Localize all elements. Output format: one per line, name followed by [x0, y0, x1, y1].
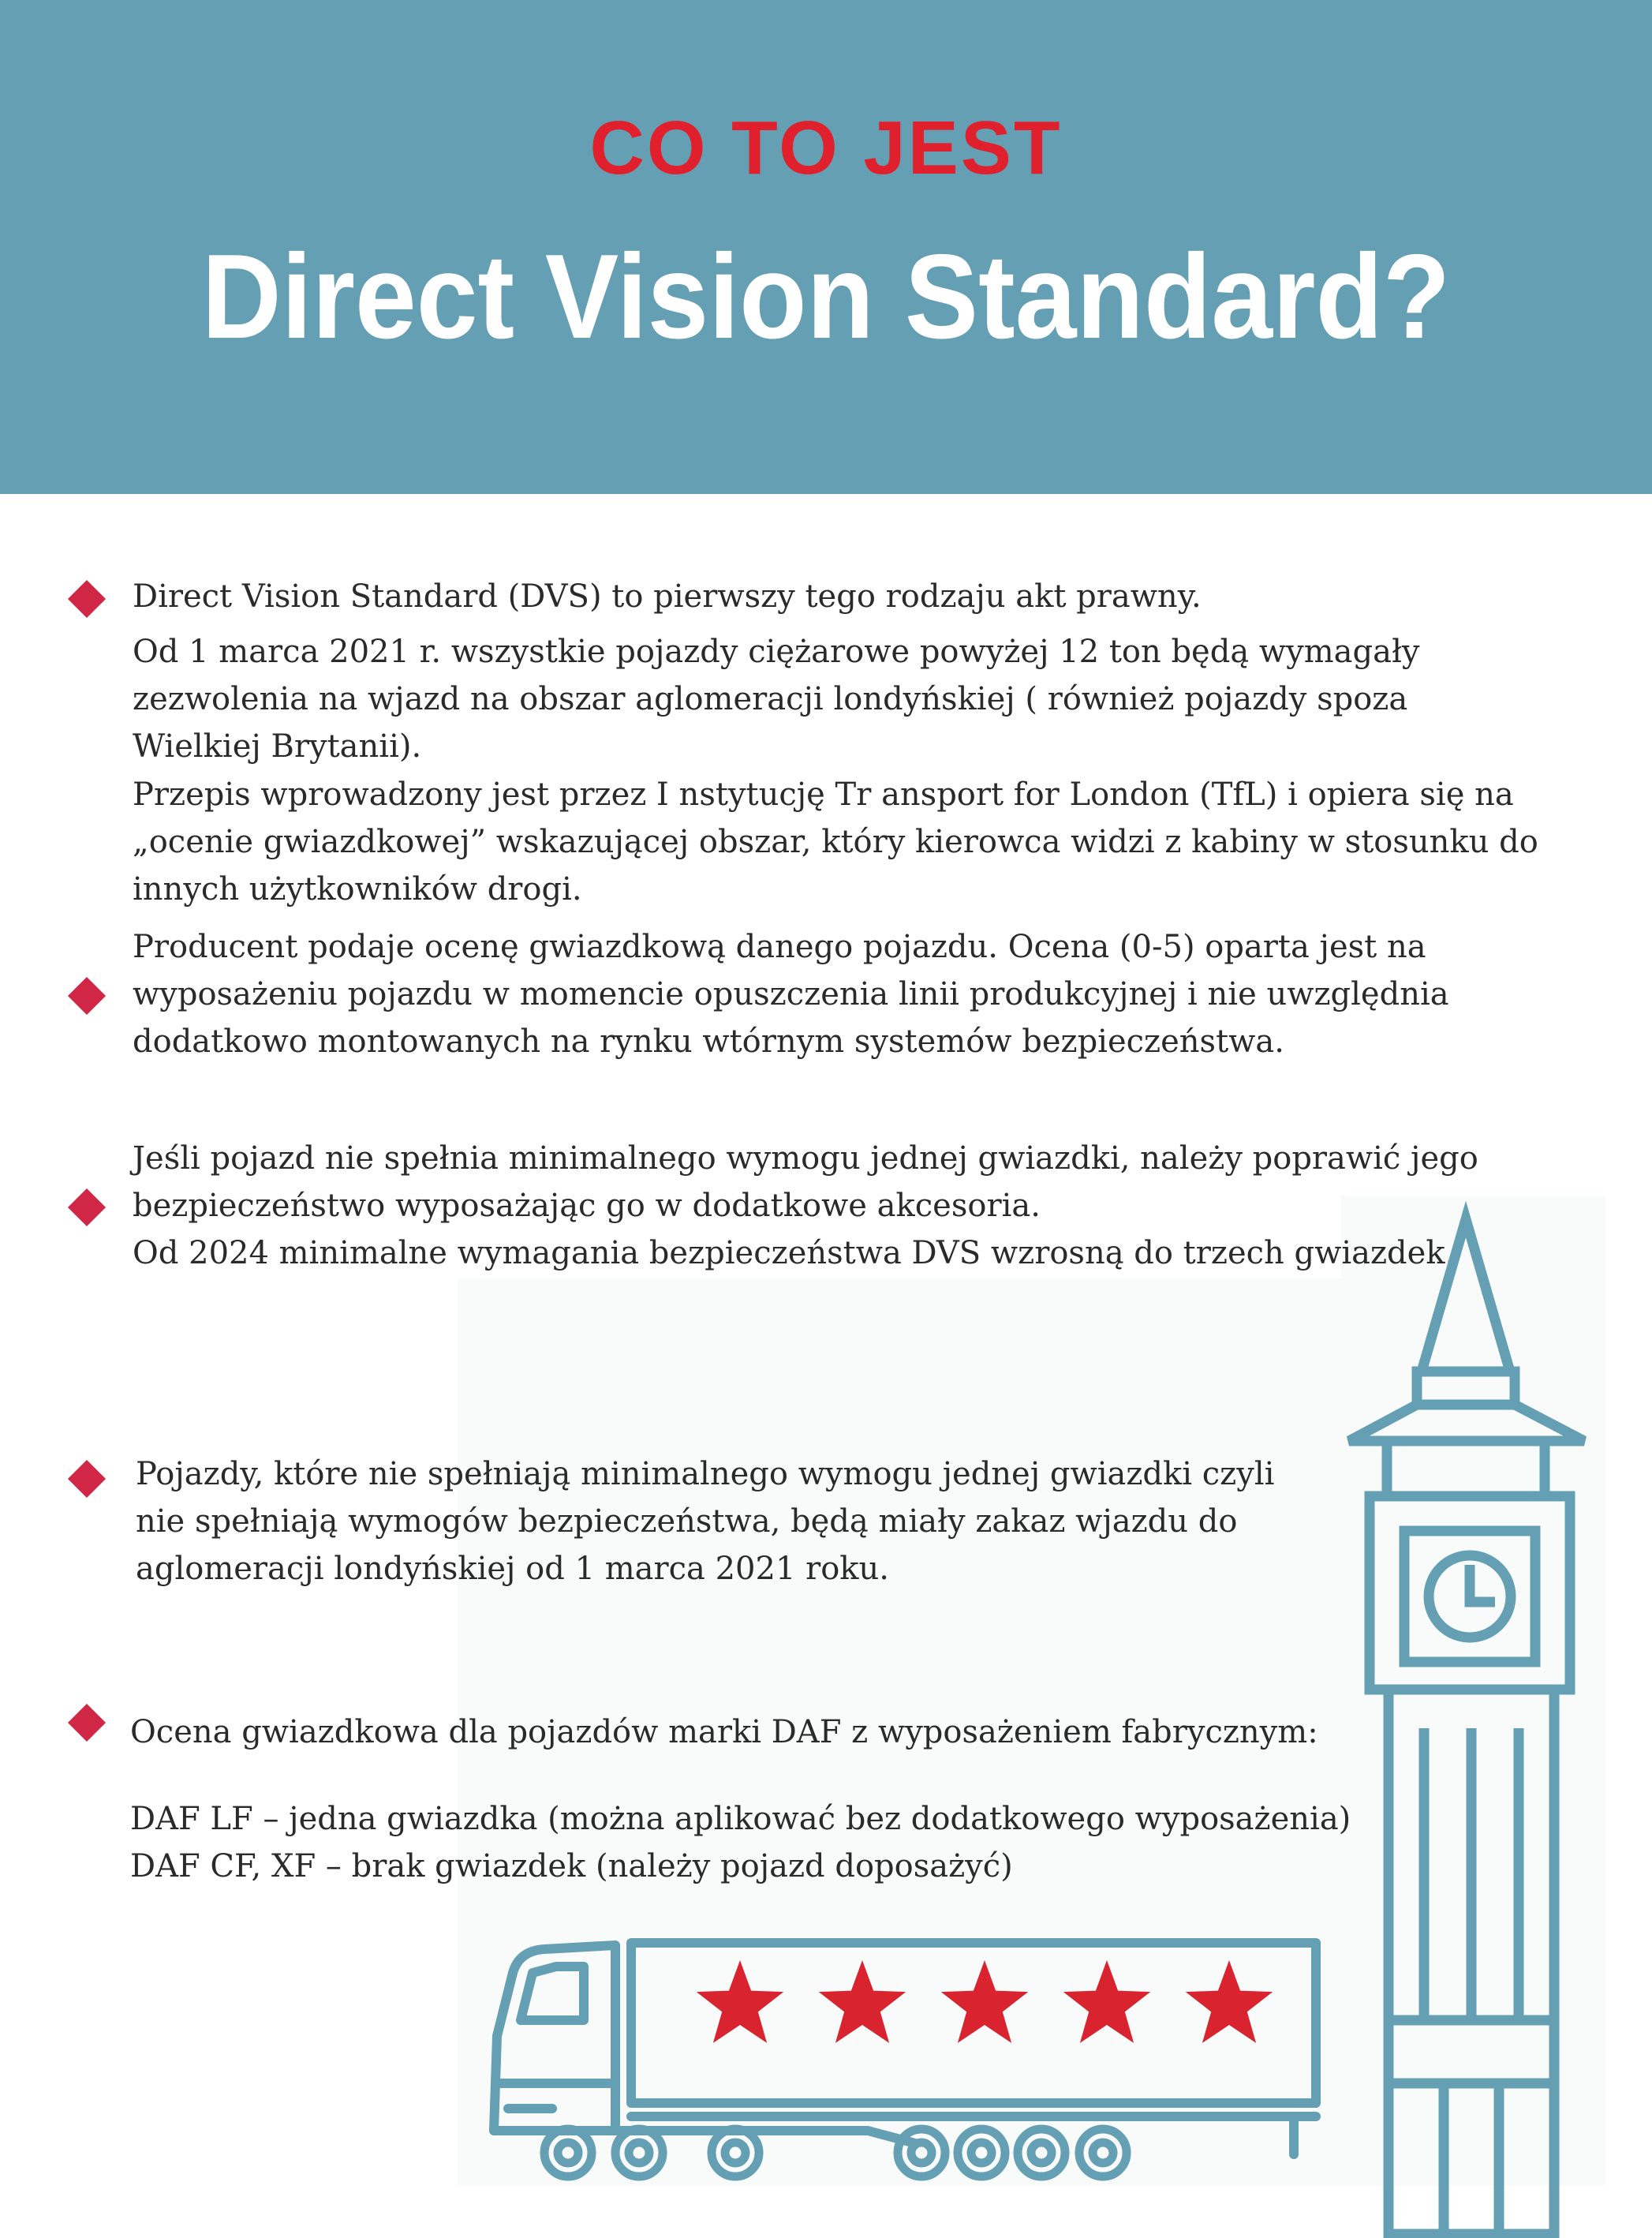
text-line: aglomeracji londyńskiej od 1 marca 2021 roku. — [136, 1551, 890, 1587]
text-line: dodatkowo montowanych na rynku wtórnym systemów bezpieczeństwa. — [133, 1024, 1284, 1060]
star-icon — [819, 1960, 906, 2043]
truck-icon — [494, 1943, 1316, 2154]
rating-stars — [697, 1960, 1273, 2043]
truck-wheels — [544, 2129, 1127, 2176]
page-title: Direct Vision Standard? — [201, 230, 1451, 364]
big-ben-icon — [1349, 1219, 1584, 2234]
text-line: „ocenie gwiazdkowej” wskazującej obszar, który kierowca widzi z kabiny w stosunku do — [133, 824, 1538, 860]
text-line: Od 1 marca 2021 r. wszystkie pojazdy ciężarowe powyżej 12 ton będą wymagały — [133, 634, 1420, 670]
wheel-icon — [1079, 2129, 1127, 2176]
text-line: Wielkiej Brytanii). — [133, 728, 422, 765]
text-line: Direct Vision Standard (DVS) to pierwszy tego rodzaju akt prawny. — [133, 578, 1202, 615]
text-line: Producent podaje ocenę gwiazdkową danego pojazdu. Ocena (0-5) oparta jest na — [133, 929, 1426, 965]
text-line: nie spełniają wymogów bezpieczeństwa, będą miały zakaz wjazdu do — [136, 1503, 1238, 1540]
text-line: zezwolenia na wjazd na obszar aglomeracji londyńskiej ( również pojazdy spoza — [133, 681, 1408, 717]
text-line: innych użytkowników drogi. — [133, 871, 582, 908]
wheel-icon — [958, 2129, 1005, 2176]
wheel-icon — [712, 2129, 759, 2176]
text-line: DAF CF, XF – brak gwiazdek (należy pojazd doposażyć) — [130, 1848, 1013, 1884]
wheel-icon — [544, 2129, 592, 2176]
text-line: Przepis wprowadzony jest przez I nstytucję Tr ansport for London (TfL) i opiera się na — [133, 777, 1514, 813]
big-ben-spire — [1422, 1219, 1510, 1372]
text-line: bezpieczeństwo wyposażając go w dodatkowe akcesoria. — [133, 1188, 1041, 1224]
text-line: Od 2024 minimalne wymagania bezpieczeństwa DVS wzrosną do trzech gwiazdek. — [133, 1235, 1456, 1271]
wheel-icon — [1018, 2129, 1065, 2176]
text-line: wyposażeniu pojazdu w momencie opuszczenia linii produkcyjnej i nie uwzględnia — [133, 976, 1449, 1012]
text-line: DAF LF – jedna gwiazdka (można aplikować bez dodatkowego wyposażenia) — [130, 1801, 1351, 1837]
star-icon — [1186, 1960, 1273, 2043]
text-line: Jeśli pojazd nie spełnia minimalnego wymogu jednej gwiazdki, należy poprawić jego — [133, 1140, 1478, 1177]
wheel-icon — [615, 2129, 663, 2176]
text-line: Ocena gwiazdkowa dla pojazdów marki DAF z wyposażeniem fabrycznym: — [130, 1714, 1318, 1750]
star-icon — [941, 1960, 1028, 2043]
text-line: Pojazdy, które nie spełniają minimalnego wymogu jednej gwiazdki czyli — [136, 1456, 1275, 1492]
wheel-icon — [898, 2129, 945, 2176]
header-kicker: CO TO JEST — [589, 106, 1063, 190]
star-icon — [697, 1960, 783, 2043]
star-icon — [1063, 1960, 1150, 2043]
